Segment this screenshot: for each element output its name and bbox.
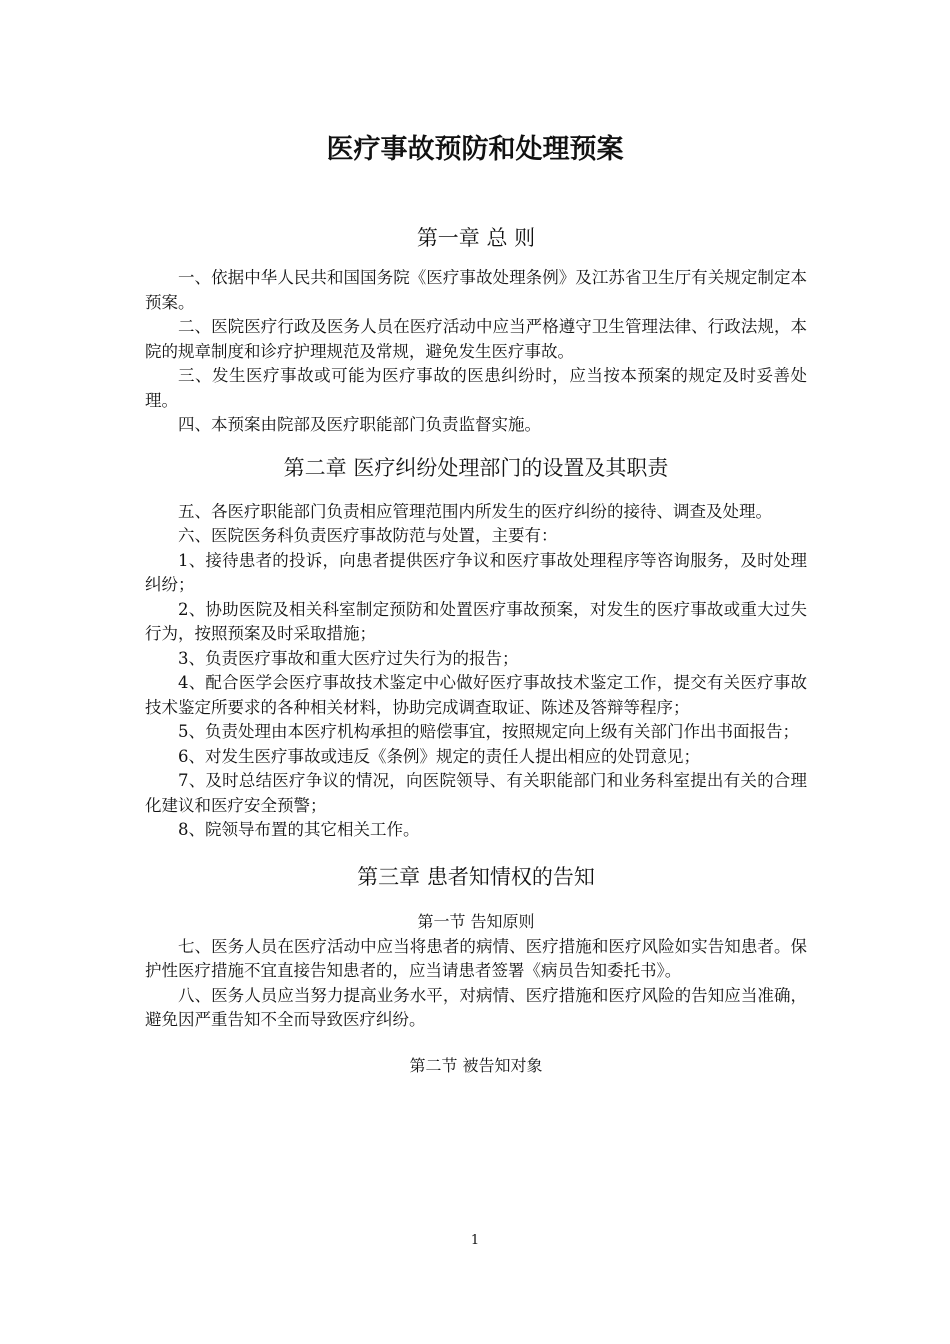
list-item: 6、对发生医疗事故或违反《条例》规定的责任人提出相应的处罚意见； [178,746,700,766]
list-item: 8、院领导布置的其它相关工作。 [178,820,420,839]
list-item: 5、负责处理由本医疗机构承担的赔偿事宜，按照规定向上级有关部门作出书面报告； [178,722,799,741]
list-item: 7、及时总结医疗争议的情况，向医院领导、有关职能部门和业务科室提出有关的合理化建议和医疗安全预警； [145,771,807,815]
section-1-heading: 第一节 告知原则 [417,911,535,931]
paragraph: 七、医务人员在医疗活动中应当将患者的病情、医疗措施和医疗风险如实告知患者。保护性医疗措施不宜直接告知患者的，应当请患者签署《病员告知委托书》。 [145,936,807,980]
list-item: 3、负责医疗事故和重大医疗过失行为的报告； [178,648,519,668]
paragraph: 五、各医疗职能部门负责相应管理范围内所发生的医疗纠纷的接待、调查及处理。 [178,501,772,521]
paragraph: 八、医务人员应当努力提高业务水平，对病情、医疗措施和医疗风险的告知应当准确，避免因严重告知不全而导致医疗纠纷。 [145,985,807,1029]
document-body [145,222,807,1079]
chapter-3-heading: 第三章 患者知情权的告知 [357,864,595,889]
paragraph: 一、依据中华人民共和国国务院《医疗事故处理条例》及江苏省卫生厅有关规定制定本预案。 [145,268,807,312]
document-title: 医疗事故预防和处理预案 [326,134,624,165]
list-item: 2、协助医院及相关科室制定预防和处置医疗事故预案，对发生的医疗事故或重大过失行为，按照预案及时采取措施； [145,599,807,643]
list-item: 1、接待患者的投诉，向患者提供医疗争议和医疗事故处理程序等咨询服务，及时处理纠纷； [145,550,807,594]
chapter-2-heading: 第二章 医疗纠纷处理部门的设置及其职责 [283,455,669,480]
paragraph: 六、医院医务科负责医疗事故防范与处置，主要有： [178,526,558,545]
paragraph: 二、医院医疗行政及医务人员在医疗活动中应当严格遵守卫生管理法律、行政法规，本院的规章制度和诊疗护理规范及常规，避免发生医疗事故。 [145,317,807,361]
paragraph: 三、发生医疗事故或可能为医疗事故的医患纠纷时，应当按本预案的规定及时妥善处理。 [145,366,807,410]
paragraph: 四、本预案由院部及医疗职能部门负责监督实施。 [178,415,541,434]
section-2-heading: 第二节 被告知对象 [409,1055,543,1075]
chapter-1-heading: 第一章 总 则 [416,226,536,250]
list-item: 4、配合医学会医疗事故技术鉴定中心做好医疗事故技术鉴定工作，提交有关医疗事故技术鉴定所要求的各种相关材料，协助完成调查取证、陈述及答辩等程序； [145,673,807,717]
page-number: 1 [470,1233,480,1248]
